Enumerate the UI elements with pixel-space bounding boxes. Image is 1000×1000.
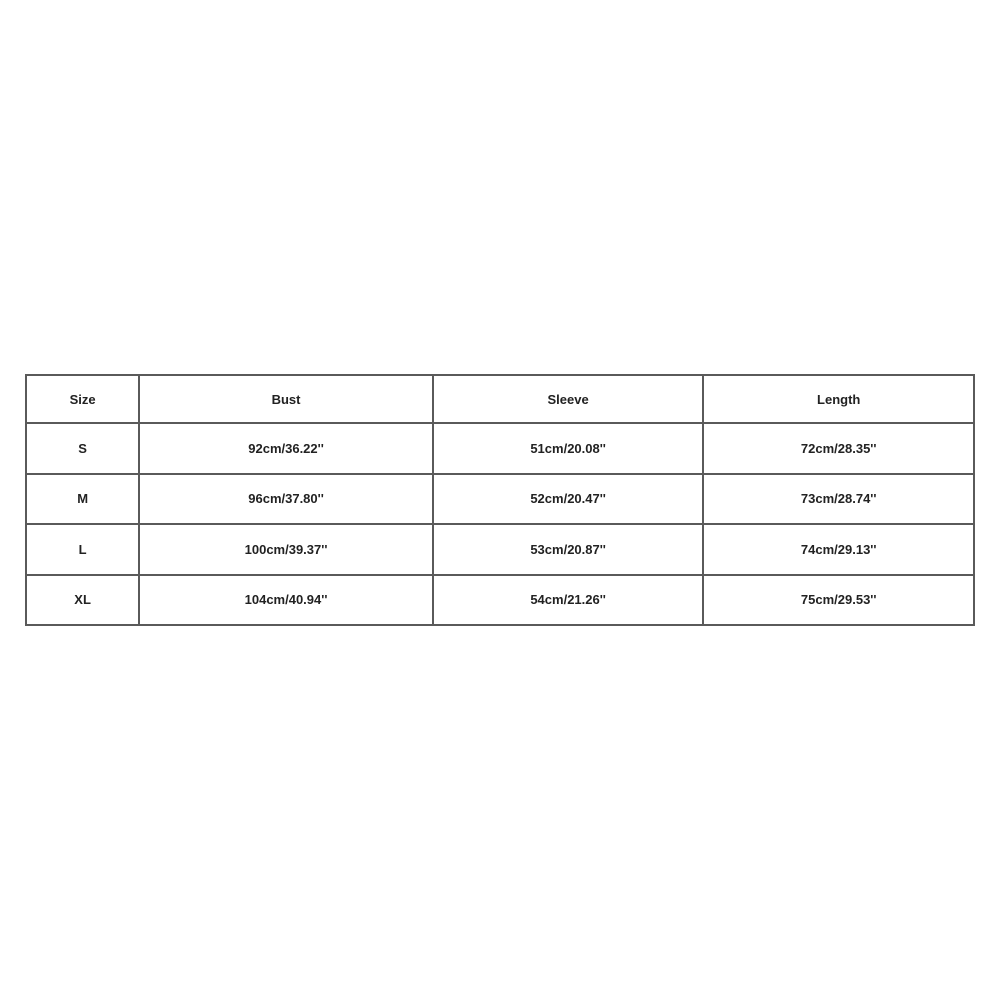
cell-length: 74cm/29.13'' xyxy=(703,524,974,575)
cell-length: 75cm/29.53'' xyxy=(703,575,974,626)
cell-bust: 100cm/39.37'' xyxy=(139,524,433,575)
header-size: Size xyxy=(26,375,139,423)
cell-sleeve: 52cm/20.47'' xyxy=(433,474,704,525)
cell-sleeve: 54cm/21.26'' xyxy=(433,575,704,626)
cell-sleeve: 53cm/20.87'' xyxy=(433,524,704,575)
cell-size: L xyxy=(26,524,139,575)
table-header-row xyxy=(26,375,974,423)
cell-bust: 92cm/36.22'' xyxy=(139,423,433,474)
table-row xyxy=(26,423,974,474)
cell-bust: 96cm/37.80'' xyxy=(139,474,433,525)
size-chart-table xyxy=(25,374,975,626)
table-row xyxy=(26,575,974,626)
header-length: Length xyxy=(703,375,974,423)
cell-size: S xyxy=(26,423,139,474)
header-bust: Bust xyxy=(139,375,433,423)
header-sleeve: Sleeve xyxy=(433,375,704,423)
cell-length: 72cm/28.35'' xyxy=(703,423,974,474)
table-row xyxy=(26,524,974,575)
cell-size: M xyxy=(26,474,139,525)
table-row xyxy=(26,474,974,525)
cell-bust: 104cm/40.94'' xyxy=(139,575,433,626)
cell-sleeve: 51cm/20.08'' xyxy=(433,423,704,474)
cell-size: XL xyxy=(26,575,139,626)
cell-length: 73cm/28.74'' xyxy=(703,474,974,525)
